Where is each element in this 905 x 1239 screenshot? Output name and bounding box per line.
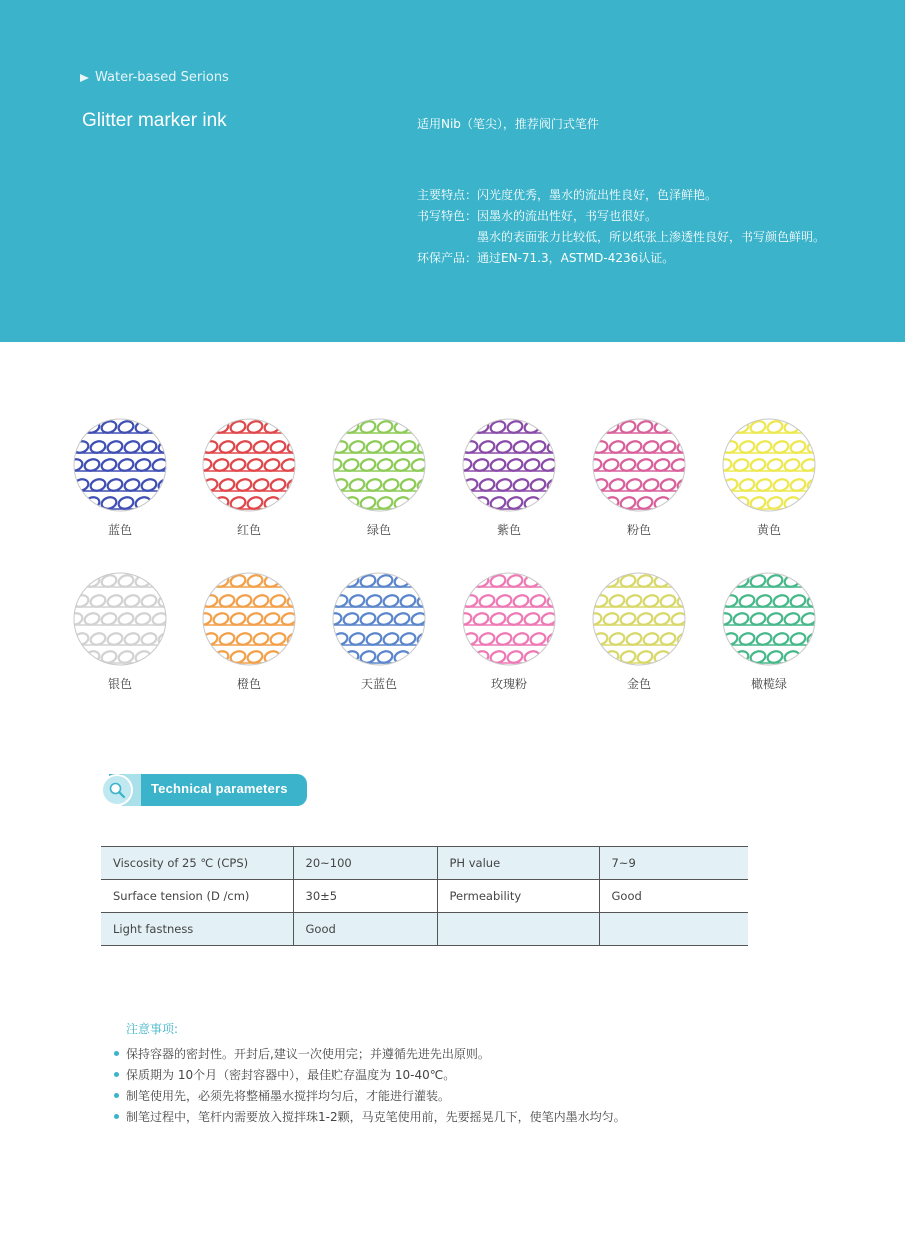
table-cell (437, 913, 599, 946)
swirl-circle-icon (200, 416, 298, 514)
feature-label: 环保产品： (417, 251, 478, 265)
heading-text: Technical parameters (151, 781, 288, 796)
bullet-icon (114, 1072, 119, 1077)
swirl-circle-icon (330, 416, 428, 514)
feature-row (417, 248, 825, 269)
header-banner (0, 0, 905, 342)
color-name: 红色 (236, 523, 261, 537)
list-item (114, 1064, 626, 1085)
swirl-circle-icon (460, 570, 558, 668)
swirl-circle-icon (330, 570, 428, 668)
table-row (101, 880, 748, 913)
feature-label: 主要特点： (417, 188, 478, 202)
swirl-circle-icon (71, 570, 169, 668)
table-cell: Light fastness (101, 913, 293, 946)
color-swatch (194, 416, 304, 538)
color-name: 橙色 (236, 677, 261, 691)
notes-section (114, 1020, 626, 1127)
color-name: 天蓝色 (360, 677, 397, 691)
feature-value: 闪光度优秀，墨水的流出性良好，色泽鲜艳。 (477, 188, 718, 202)
magnifier-icon (101, 774, 133, 806)
table-cell: Good (293, 913, 437, 946)
feature-label: 书写特色： (417, 209, 478, 223)
technical-parameters-heading (101, 774, 307, 806)
color-swatch (324, 416, 434, 538)
table-cell: Good (599, 880, 748, 913)
color-swatch (194, 570, 304, 692)
color-swatch (65, 416, 175, 538)
color-name: 蓝色 (107, 523, 132, 537)
color-name: 银色 (107, 677, 132, 691)
bullet-icon (114, 1051, 119, 1056)
color-swatch (584, 570, 694, 692)
note-text: 制笔使用先，必须先将整桶墨水搅拌均匀后，才能进行灌装。 (126, 1089, 451, 1103)
table-cell: 30±5 (293, 880, 437, 913)
feature-row (417, 185, 825, 206)
color-swatch (65, 570, 175, 692)
bullet-icon (114, 1114, 119, 1119)
swirl-circle-icon (71, 416, 169, 514)
swirl-circle-icon (200, 570, 298, 668)
note-text: 保持容器的密封性。开封后,建议一次使用完；并遵循先进先出原则。 (126, 1047, 490, 1061)
swirl-circle-icon (720, 570, 818, 668)
features-list (417, 185, 825, 269)
table-cell: 7~9 (599, 847, 748, 880)
table-cell: PH value (437, 847, 599, 880)
feature-row (417, 206, 825, 227)
table-row (101, 847, 748, 880)
table-cell: Viscosity of 25 ℃ (CPS) (101, 847, 293, 880)
nib-info: 适用Nib（笔尖），推荐阀门式笔件 (417, 117, 599, 131)
swirl-circle-icon (590, 570, 688, 668)
color-name: 金色 (626, 677, 651, 691)
table-cell: Surface tension (D /cm) (101, 880, 293, 913)
feature-value: 因墨水的流出性好，书写也很好。 (477, 209, 658, 223)
color-name: 绿色 (366, 523, 391, 537)
color-swatch (584, 416, 694, 538)
feature-value: 通过EN-71.3，ASTMD-4236认证。 (477, 251, 675, 265)
swirl-circle-icon (590, 416, 688, 514)
page-title: Glitter marker ink (82, 110, 227, 131)
color-name: 黄色 (756, 523, 781, 537)
table-cell (599, 913, 748, 946)
color-swatch (454, 416, 564, 538)
notes-title: 注意事项: (126, 1022, 179, 1036)
table-row (101, 913, 748, 946)
color-swatch (454, 570, 564, 692)
feature-value: 墨水的表面张力比较低，所以纸张上渗透性良好，书写颜色鲜明。 (477, 230, 826, 244)
feature-label (417, 227, 477, 248)
table-cell: Permeability (437, 880, 599, 913)
color-swatch (714, 416, 824, 538)
color-name: 紫色 (496, 523, 521, 537)
list-item (114, 1106, 626, 1127)
color-name: 粉色 (626, 523, 651, 537)
note-text: 保质期为 10个月（密封容器中），最佳贮存温度为 10-40℃。 (126, 1068, 456, 1082)
swirl-circle-icon (720, 416, 818, 514)
color-swatch (324, 570, 434, 692)
parameters-table (101, 846, 748, 946)
color-name: 玫瑰粉 (490, 677, 527, 691)
swirl-circle-icon (460, 416, 558, 514)
series-text: Water-based Serions (95, 70, 229, 85)
bullet-icon (114, 1093, 119, 1098)
table-cell: 20~100 (293, 847, 437, 880)
note-text: 制笔过程中，笔杆内需要放入搅拌珠1-2颗，马克笔使用前，先要摇晃几下，使笔内墨水均匀。 (126, 1110, 626, 1124)
color-swatch (714, 570, 824, 692)
list-item (114, 1043, 626, 1064)
arrow-icon (80, 74, 89, 82)
series-label (80, 70, 229, 85)
list-item (114, 1085, 626, 1106)
color-name: 橄榄绿 (750, 677, 787, 691)
feature-row (417, 227, 825, 248)
